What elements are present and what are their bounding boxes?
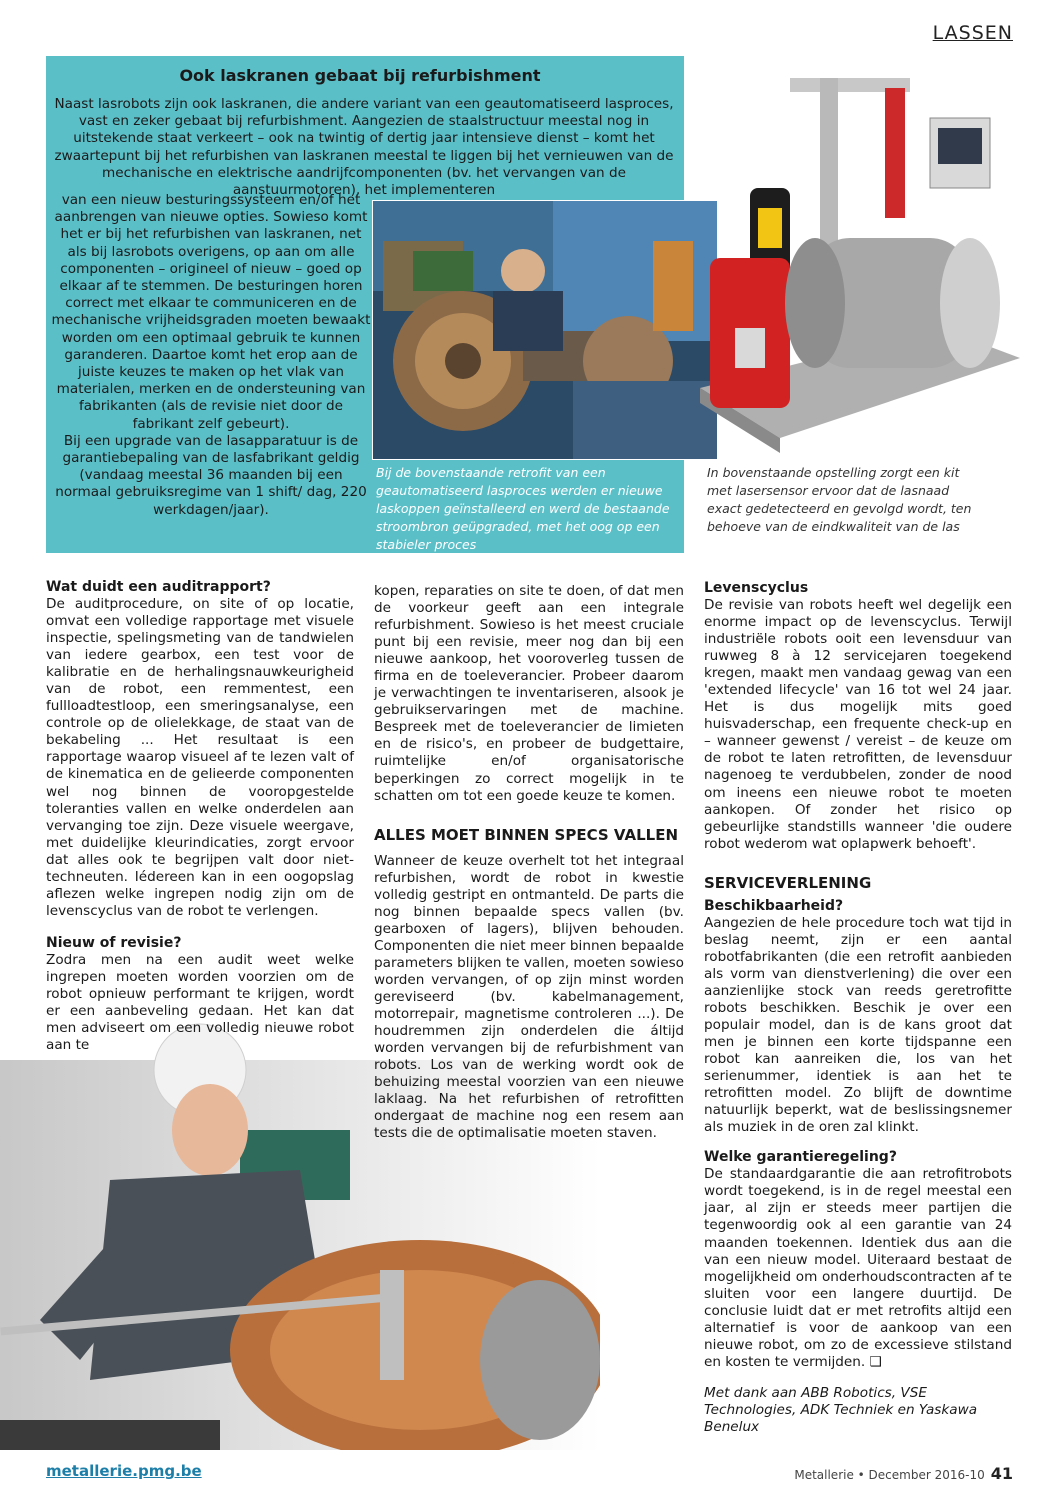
page-number: 41 [990, 1464, 1013, 1483]
footer-url-link[interactable]: metallerie.pmg.be [46, 1462, 202, 1480]
section-tag: LASSEN [932, 22, 1013, 44]
paragraph: De auditprocedure, on site of op locatie, omvat een volledige rapportage met visuele inspectie, spelingsmeting van de tandwielen van iedere gearbox, een test voor de kalibratie en de herhalingsnauwkeurigheid van de robot, een remmentest, een fullloadtestloop, een smeringsanalyse, een controle op de olielekkage, de staat van de bekabeling ... Het resultaat is een rapportage waarop visueel af te lezen valt of de kinematica en de gelieerde componenten wel nog binnen de vooropgestelde toleranties vallen en welke onderdelen aan vervanging toe zijn. Deze visuele weergave, met duidelijke kleurindicaties, zorgt ervoor dat alles ook te begrijpen valt door niet-techneuten. Iédereen kan in een oogopslag aflezen welke ingrepen nodig zijn om de levenscyclus van de robot te verlengen. [46, 596, 354, 919]
paragraph: De standaardgarantie die aan retrofitrobots wordt toegekend, is in de regel meestal een jaar, al zijn er steeds meer partijen die tegenwoordig ook al een garantie van 24 maanden toekennen. Identiek dus aan die van een nieuw model. Uiteraard bestaat de mogelijkheid om onderhoudscontracten af te sluiten voor een langere duurtijd. De conclusie luidt dat er met retrofits altijd een alternatief is voor de aankoop van een nieuwe robot, om zo de excessieve stilstand en kosten te vermijden. ❑ [704, 1166, 1012, 1370]
welding-machine-photo [690, 58, 1020, 458]
paragraph: Zodra men na een audit weet welke ingrepen moeten worden voorzien om de robot opnieuw performant te krijgen, wordt er een aanbeveling gedaan. Het kan dat men adviseert om een volledig nieuwe robot aan te [46, 951, 354, 1054]
paragraph: Wanneer de keuze overhelt tot het integraal refurbishen, wordt de robot in kwestie volledig gestript en ontmanteld. De parts die nog binnen bepaalde specs vallen (bv. gearboxen of lagers), blijven behouden. Componenten die niet meer binnen bepaalde parameters blijken te vallen, moeten sowieso worden vervangen, of op zijn minst worden gereviseerd (bv. kabelmanagement, motorrepair, magnetisme controleren ...). De houdremmen zijn onderdelen die áltijd worden vervangen bij de refurbishment van robots. Los van de werking wordt ook de behuizing meestal voorzien van een nieuwe laklaag. Na het refurbishen of retrofitten ondergaat de machine nog een resem aan tests die de optimalisatie moeten staven. [374, 852, 684, 1142]
caption-retrofit: Bij de bovenstaande retrofit van een geautomatiseerd lasproces werden er nieuwe laskoppen geïnstalleerd en werd de bestaande stroombron geüpgraded, met het oog op een stabieler proces [376, 465, 670, 552]
credits: Met dank aan ABB Robotics, VSE Technologies, ADK Techniek en Yaskawa Benelux [704, 1384, 978, 1435]
infobox-text-top: Naast lasrobots zijn ook laskranen, die andere variant van een geautomatiseerd lasproces, vast en zeker gebaat bij refurbishment. Aangezien de staalstructuur meestal nog in uitstekende staat verkeert – ook na twintig of dertig jaar intensieve dienst – komt het zwaartepunt bij het refurbishen van laskranen meestal te liggen bij het vernieuwen van de mechanische en elektrische aandrijfcomponenten (bv. het vervangen van de aanstuurmotoren), het implementeren [54, 96, 674, 199]
heading-auditrapport: Wat duidt een auditrapport? [46, 579, 271, 595]
caption-welding-machine: In bovenstaande opstelling zorgt een kit met lasersensor ervoor dat de lasnaad exact gedetecteerd en gevolgd wordt, ten behoeve van de eindkwaliteit van de las [707, 465, 972, 534]
paragraph: Aangezien de hele procedure toch wat tijd in beslag neemt, zijn er een aantal robotfabrikanten (die een retrofit aanbieden als vorm van dienstverlening) die over een aanzienlijke stock van reeds geretrofitte robots beschikken. Beschik je over een populair model, dan is de kans groot dat men je binnen een korte tijdspanne een robot kan aanreiken die, los van het serienummer, identiek is aan het te retrofitten model. Zo blijft de downtime natuurlijk beperkt, wat de beslissingsnemer als muziek in de oren zal klinkt. [704, 914, 1012, 1136]
retrofit-photo [372, 200, 718, 460]
heading-nieuw-of-revisie: Nieuw of revisie? [46, 934, 182, 951]
issue-label: Metallerie • December 2016-10 [794, 1468, 985, 1482]
article-column-3 [704, 579, 1012, 1436]
infobox-paragraph: Bij een upgrade van de lasapparatuur is de garantiebepaling van de lasfabrikant geldig (vandaag meestal 36 maanden bij een normaal gebruiksregime van 1 shift/ dag, 220 werkdagen/jaar). [55, 432, 367, 518]
infobox-paragraph: van een nieuw besturingssysteem en/of het aanbrengen van nieuwe opties. Sowieso komt het er bij het refurbishen van laskranen, net als bij lasrobots overigens, op aan om alle componenten – origineel of nieuw – goed op elkaar af te stemmen. De besturingen horen correct met elkaar te communiceren en de mechanische vrijheidsgraden moeten bewaakt worden om een optimaal gebruik te kunnen garanderen. Daartoe komt het erop aan de juiste keuzes te maken op het vlak van materialen, merken en de ondersteuning van fabrikanten (als de revisie niet door de fabrikant zelf gebeurt). [51, 192, 371, 432]
paragraph: kopen, reparaties on site te doen, of dat men de voorkeur geeft aan een integrale refurbishment. Sowieso is het meest cruciale punt bij een revisie, meer nog dan bij een nieuwe aankoop, het vooroverleg tussen de firma en de toeleverancier. Probeer daarom je verwachtingen te inventariseren, alsook je gebruikservaringen met de machine. Bespreek met de toeleverancier de limieten en de risico's, en probeer de budgettaire, ruimtelijke en/of organisatorische beperkingen zo correct mogelijk in te schatten om tot een goede keuze te komen. [374, 583, 684, 804]
heading-garantieregeling: Welke garantieregeling? [704, 1149, 897, 1166]
infobox-text-left [50, 192, 372, 519]
heading-beschikbaarheid: Beschikbaarheid? [704, 897, 844, 914]
welding-machine-graphic [690, 58, 1020, 458]
footer-info [794, 1464, 1013, 1483]
paragraph: De revisie van robots heeft wel degelijk een enorme impact op de levenscyclus. Terwijl industriële robots ooit een levensduur van ruwweg 8 à 12 servicejaren toegekend kregen, maakt men vandaag gewag van een 'extended lifecycle' van 16 tot wel 24 jaar. Het is dus mogelijk mits goed huisvaderschap, een frequente check-up en – wanneer gewenst / vereist – de keuze om de robot te laten retrofitten, de levensduur nagenoeg te verdubbelen, zonder de nood om ineens een nieuwe robot te moeten aankopen. Of zonder het risico op gebeurlijke standstills wanneer 'die oudere robot wederom wat oplapwerk behoeft'. [704, 597, 1012, 852]
article-column-2 [374, 583, 684, 1142]
heading-specs: ALLES MOET BINNEN SPECS VALLEN [374, 825, 678, 844]
infobox-title: Ook laskranen gebaat bij refurbishment [179, 66, 541, 85]
retrofit-photo-graphic [373, 201, 717, 459]
heading-levenscyclus: Levenscyclus [704, 580, 809, 596]
article-column-1 [46, 578, 354, 1054]
heading-serviceverlening: SERVICEVERLENING [704, 873, 872, 892]
